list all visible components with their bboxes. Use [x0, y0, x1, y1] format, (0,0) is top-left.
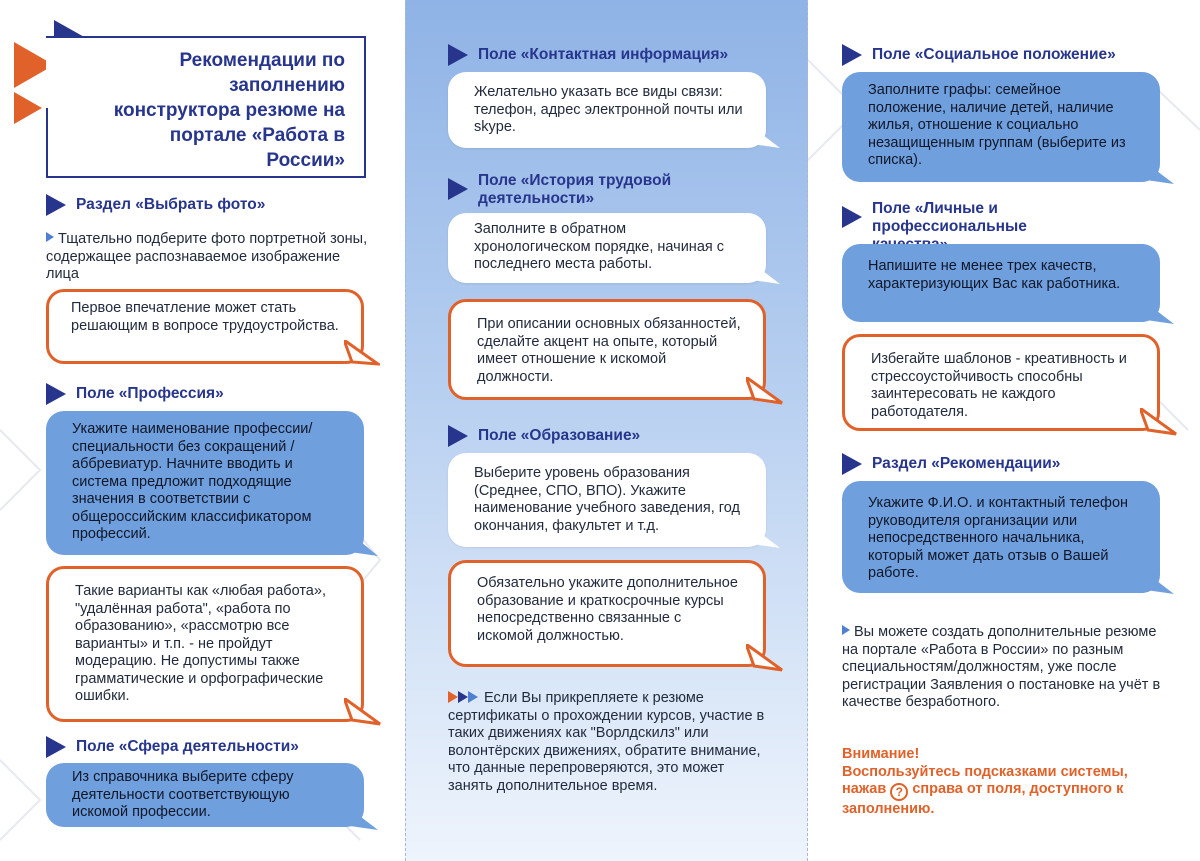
section-education-heading: Поле «Образование»: [448, 427, 640, 447]
contact-info-bubble: Желательно указать все виды связи: телефон, адрес электронной почты или skype.: [448, 72, 766, 148]
photo-tip-bubble: Первое впечатление может стать решающим в вопросе трудоустройства.: [46, 289, 364, 364]
section-profession-heading: Поле «Профессия»: [46, 385, 224, 405]
bullet-triangle-icon: [842, 206, 862, 228]
page-title: Рекомендации по заполнению конструктора резюме на портале «Работа в России»: [113, 50, 345, 171]
bullet-triangle-icon: [842, 453, 862, 475]
bubble-tail-icon: [1140, 408, 1178, 436]
social-info-bubble: Заполните графы: семейное положение, наличие детей, наличие жилья, отношение к социально незащищенным группам (выберите из списка).: [842, 72, 1160, 182]
education-tip-bubble: Обязательно укажите дополнительное образование и краткосрочные курсы непосредственно связанные с искомой должностью.: [448, 560, 766, 667]
bullet-triangle-icon: [448, 44, 468, 66]
section-sphere-heading: Поле «Сфера деятельности»: [46, 738, 299, 758]
sphere-info-bubble: Из справочника выберите сферу деятельности соответствующую искомой профессии.: [46, 763, 364, 827]
bullet-triangle-icon: [448, 178, 468, 200]
history-info-bubble: Заполните в обратном хронологическом порядке, начиная с последнего места работы.: [448, 213, 766, 283]
double-arrow-icon: [448, 691, 478, 703]
right-column: [808, 0, 1200, 861]
section-social-heading: Поле «Социальное положение»: [842, 46, 1116, 66]
section-qualities-heading: Поле «Личные и профессиональные: [842, 200, 1102, 254]
bubble-tail-icon: [746, 644, 784, 672]
warning-note: Внимание! Воспользуйтесь подсказками системы, нажав ? справа от поля, доступного к заполнению.: [842, 746, 1128, 817]
bullet-triangle-icon: [46, 383, 66, 405]
certificates-note: Если Вы прикрепляете к резюме сертификаты о прохождении курсов, участие в таких движениях как "Ворлдскилз" или волонтёрских движениях, обратите внимание, что данные перепроверяются, это может занять дополнительное время.: [448, 690, 765, 794]
bubble-tail-icon: [344, 340, 380, 366]
help-question-icon: ?: [890, 783, 908, 801]
middle-column: [405, 0, 808, 861]
qualities-tip-bubble: Избегайте шаблонов - креативность и стрессоустойчивость способны заинтересовать не каждого работодателя.: [842, 334, 1160, 431]
profession-warning-bubble: Такие варианты как «любая работа», "удалённая работа", «работа по образованию», «рассмотрю все варианты» и т.п. - не пройдут модерацию. Не допустимы также грамматические и орфографические ошибки.: [46, 566, 364, 722]
education-info-bubble: Выберите уровень образования (Среднее, СПО, ВПО). Укажите наименование учебного заведения, год окончания, факультет и т.д.: [448, 453, 766, 547]
bullet-triangle-icon: [46, 736, 66, 758]
arrow-marker-icon: [46, 232, 54, 242]
profession-info-bubble: Укажите наименование профессии/специальности без сокращений / аббревиатур. Начните вводить и система предложит подходящие значения в соответствии с общероссийским классификатором профессий.: [46, 411, 364, 555]
bubble-tail-icon: [1140, 568, 1176, 596]
bubble-tail-icon: [746, 522, 782, 550]
section-contact-heading: Поле «Контактная информация»: [448, 46, 728, 66]
bullet-triangle-icon: [842, 44, 862, 66]
section-history-heading: Поле «История трудовой деятельности»: [448, 172, 718, 208]
bubble-tail-icon: [746, 377, 784, 405]
bubble-tail-icon: [746, 122, 782, 150]
arrow-marker-icon: [842, 625, 850, 635]
bubble-tail-icon: [344, 528, 380, 558]
photo-instruction: Тщательно подберите фото портретной зоны, содержащее распознаваемое изображение лица: [46, 231, 368, 282]
extra-resume-note: Вы можете создать дополнительные резюме на портале «Работа в России» по разным специальностям/должностям, уже после регистрации Заявления о постановке на учёт в качестве безработного.: [842, 624, 1161, 710]
left-column: [0, 0, 405, 861]
recommendations-info-bubble: Укажите Ф.И.О. и контактный телефон руководителя организации или непосредственного начальника, который может дать отзыв о Вашей работе.: [842, 481, 1160, 593]
bullet-triangle-icon: [46, 194, 66, 216]
qualities-info-bubble: Напишите не менее трех качеств, характеризующих Вас как работника.: [842, 244, 1160, 322]
bubble-tail-icon: [1140, 298, 1176, 326]
bubble-tail-icon: [344, 698, 382, 726]
bullet-triangle-icon: [448, 425, 468, 447]
history-tip-bubble: При описании основных обязанностей, сделайте акцент на опыте, который имеет отношение к искомой должности.: [448, 299, 766, 400]
section-recommendations-heading: Раздел «Рекомендации»: [842, 455, 1060, 475]
bubble-tail-icon: [746, 258, 782, 286]
section-photo-heading: Раздел «Выбрать фото»: [46, 196, 265, 216]
bubble-tail-icon: [344, 804, 380, 832]
bubble-tail-icon: [1140, 158, 1176, 186]
